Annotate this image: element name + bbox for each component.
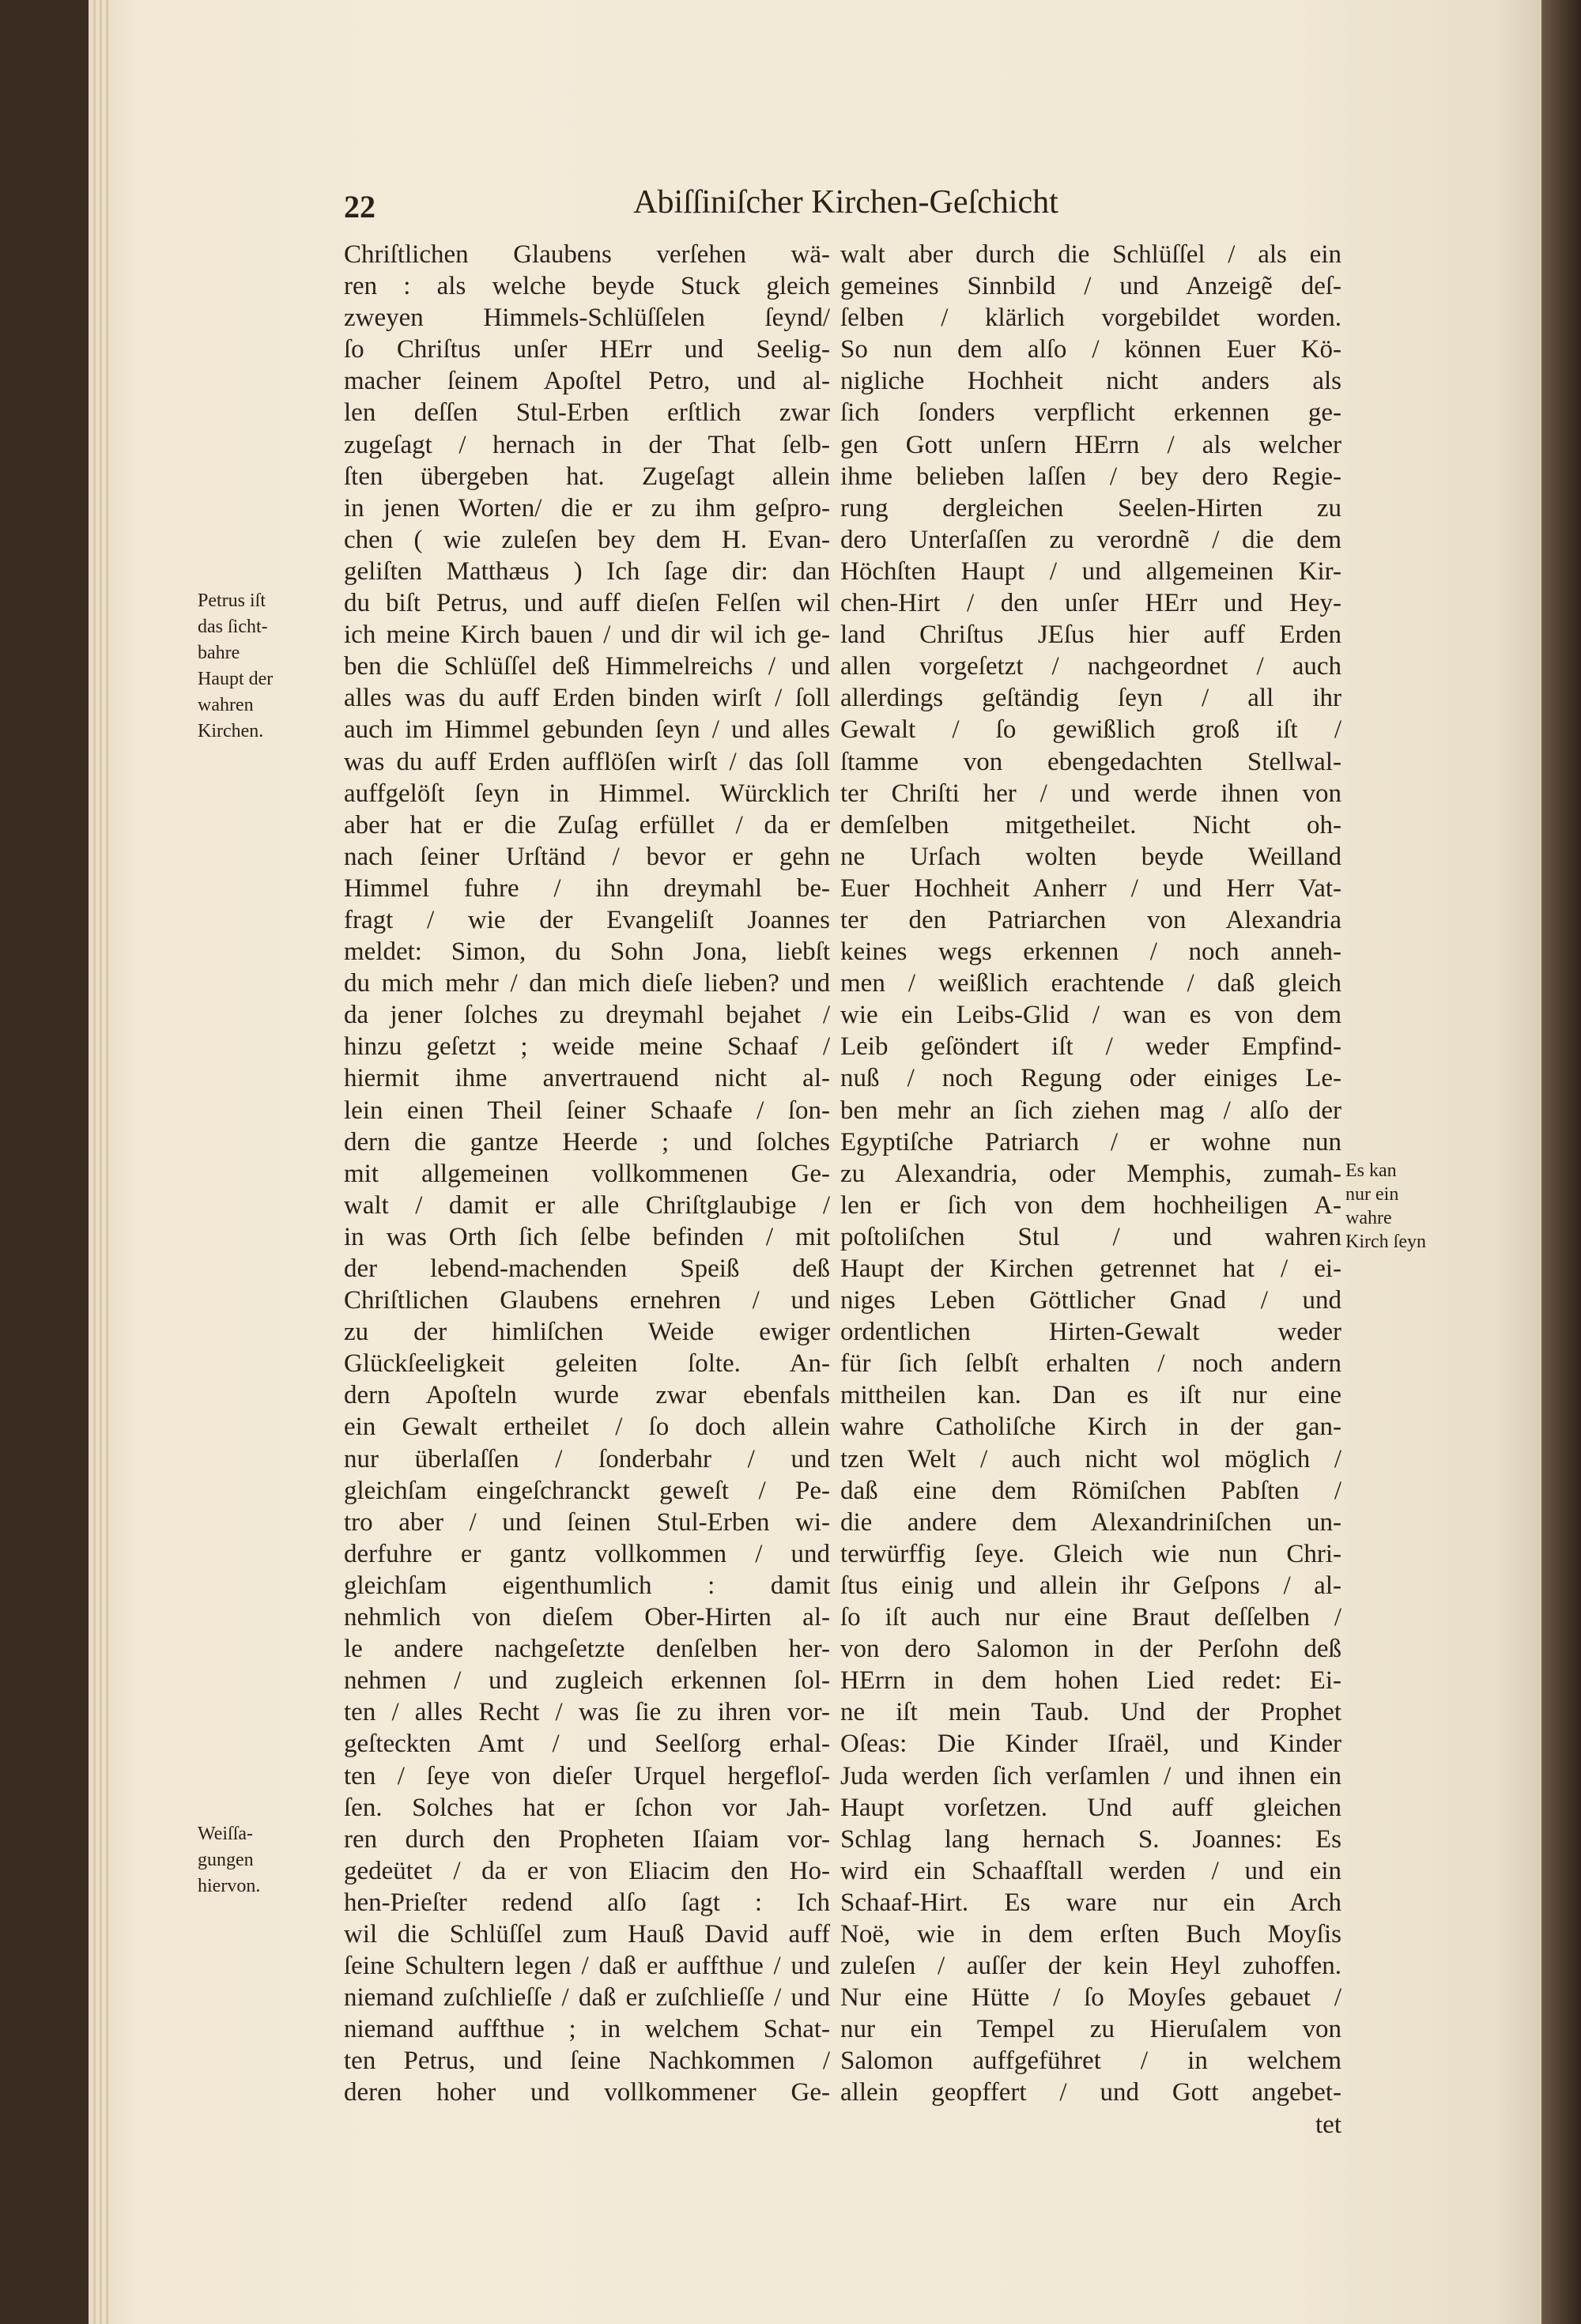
text-line: Chriſtlichen Glaubens verſehen wä-	[344, 240, 830, 269]
text-line: für ſich ſelbſt erhalten / noch andern	[840, 1349, 1341, 1379]
margin-note-kirch	[1345, 1159, 1426, 1254]
text-line: HErrn in dem hohen Lied redet: Ei-	[840, 1666, 1341, 1696]
margin-note-line: hiervon.	[198, 1876, 261, 1896]
text-line: dern Apoſteln wurde zwar ebenfals	[344, 1381, 830, 1410]
text-line: derfuhre er gantz vollkommen / und	[344, 1539, 830, 1568]
text-line: wie ein Leibs-Glid / wan es von dem	[840, 1001, 1341, 1030]
text-line: Salomon auffgeführet / in welchem	[840, 2047, 1341, 2076]
text-line: len deſſen Stul-Erben erſtlich zwar	[344, 398, 830, 428]
text-line: land Chriſtus JEſus hier auff Erden	[840, 621, 1341, 650]
text-line: lein einen Theil ſeiner Schaafe / ſon-	[344, 1096, 830, 1125]
text-line: meldet: Simon, du Sohn Jona, liebſt	[344, 938, 830, 967]
margin-note-weissagungen	[198, 1821, 260, 1900]
text-line: in jenen Worten/ die er zu ihm geſpro-	[344, 493, 830, 523]
text-line: ordentlichen Hirten-Gewalt weder	[840, 1318, 1341, 1347]
text-line: der lebend-machenden Speiß deß	[344, 1254, 830, 1283]
text-line: demſelben mitgetheilet. Nicht oh-	[840, 810, 1341, 839]
text-line: zweyen Himmels-Schlüſſelen ſeynd/	[344, 304, 830, 333]
text-line: hinzu geſetzt ; weide meine Schaaf /	[344, 1032, 830, 1062]
text-line: Haupt der Kirchen getrennet hat / ei-	[840, 1254, 1341, 1283]
text-line: mit allgemeinen vollkommenen Ge-	[344, 1159, 830, 1188]
text-line: chen-Hirt / den unſer HErr und Hey-	[840, 589, 1341, 618]
text-line: geliſten Matthæus ) Ich ſage dir: dan	[344, 556, 830, 586]
text-line: niges Leben Göttlicher Gnad / und	[840, 1286, 1341, 1315]
text-line: Gewalt / ſo gewißlich groß iſt /	[840, 715, 1341, 745]
text-line: wil die Schlüſſel zum Hauß David auff	[344, 1919, 830, 1949]
text-line: macher ſeinem Apoſtel Petro, und al-	[344, 367, 830, 396]
text-line: nehmlich von dieſem Ober-Hirten al-	[344, 1603, 830, 1632]
text-line: da jener ſolches zu dreymahl bejahet /	[344, 1001, 830, 1030]
text-line: gemeines Sinnbild / und Anzeigẽ deſ-	[840, 272, 1341, 301]
text-line: ben die Schlüſſel deß Himmelreichs / und	[344, 652, 830, 681]
text-line: in was Orth ſich ſelbe befinden / mit	[344, 1222, 830, 1251]
text-line: ſelben / klärlich vorgebildet worden.	[840, 304, 1341, 333]
page-edge	[93, 0, 96, 2324]
text-line: Schaaf-Hirt. Es ware nur ein Arch	[840, 1888, 1341, 1917]
page-edge	[106, 0, 108, 2324]
text-line: auch im Himmel gebunden ſeyn / und alles	[344, 715, 830, 745]
text-line: allen vorgeſetzt / nachgeordnet / auch	[840, 652, 1341, 681]
text-line: zu Alexandria, oder Memphis, zumah-	[840, 1159, 1341, 1188]
text-line: wird ein Schaafſtall werden / und ein	[840, 1856, 1341, 1885]
text-line: ben mehr an ſich ziehen mag / alſo der	[840, 1096, 1341, 1125]
text-line: Euer Hochheit Anherr / und Herr Vat-	[840, 873, 1341, 903]
text-line: ſen. Solches hat er ſchon vor Jah-	[344, 1793, 830, 1822]
text-line: ter Chriſti her / und werde ihnen von	[840, 779, 1341, 808]
text-line: ſo iſt auch nur eine Braut deſſelben /	[840, 1603, 1341, 1632]
text-line: zuleſen / auſſer der kein Heyl zuhoffen.	[840, 1952, 1341, 1981]
text-line: hen-Prieſter redend alſo ſagt : Ich	[344, 1888, 830, 1917]
margin-note-line: wahren	[198, 695, 254, 715]
text-line: ihme belieben laſſen / bey dero Regie-	[840, 462, 1341, 491]
text-line: ſten übergeben hat. Zugeſagt allein	[344, 462, 830, 491]
text-line: Nur eine Hütte / ſo Moyſes gebauet /	[840, 1983, 1341, 2013]
text-line: Chriſtlichen Glaubens ernehren / und	[344, 1286, 830, 1315]
text-line: du mich mehr / dan mich dieſe lieben? und	[344, 969, 830, 998]
text-line: ten / alles Recht / was ſie zu ihren vor-	[344, 1698, 830, 1727]
text-line: So nun dem alſo / können Euer Kö-	[840, 335, 1341, 364]
text-line: die andere dem Alexandriniſchen un-	[840, 1507, 1341, 1537]
left-text-column	[344, 239, 830, 2109]
text-line: len er ſich von dem hochheiligen A-	[840, 1190, 1341, 1220]
text-line: aber hat er die Zuſag erfüllet / da er	[344, 810, 830, 839]
right-text-column	[840, 239, 1341, 2141]
text-line: Schlag lang hernach S. Joannes: Es	[840, 1824, 1341, 1854]
text-line: allein geopffert / und Gott angebet-	[840, 2078, 1341, 2107]
margin-note-line: wahre	[1345, 1208, 1392, 1228]
text-line: Glückſeeligkeit geleiten ſolte. An-	[344, 1349, 830, 1379]
text-line: hiermit ihme anvertrauend nicht al-	[344, 1064, 830, 1093]
margin-note-line: gungen	[198, 1850, 254, 1870]
text-line: walt / damit er alle Chriſtglaubige /	[344, 1190, 830, 1220]
catchword: tet	[1315, 2110, 1341, 2139]
margin-note-line: Petrus iſt	[198, 590, 266, 611]
text-line: keines wegs erkennen / noch anneh-	[840, 938, 1341, 967]
text-line: ne Urſach wolten beyde Weilland	[840, 842, 1341, 871]
text-line: fragt / wie der Evangeliſt Joannes	[344, 905, 830, 934]
text-line: deren hoher und vollkommener Ge-	[344, 2078, 830, 2107]
text-line: Egyptiſche Patriarch / er wohne nun	[840, 1127, 1341, 1156]
text-line: nehmen / und zugleich erkennen ſol-	[344, 1666, 830, 1696]
text-line: gedeütet / da er von Eliacim den Ho-	[344, 1856, 830, 1885]
page-number: 22	[344, 189, 375, 224]
text-line: tro aber / und ſeinen Stul-Erben wi-	[344, 1507, 830, 1537]
text-line: geſteckten Amt / und Seelſorg erhal-	[344, 1730, 830, 1759]
margin-note-line: Haupt der	[198, 669, 274, 689]
text-line: gleichſam eigenthumlich : damit	[344, 1571, 830, 1600]
text-line: nigliche Hochheit nicht anders als	[840, 367, 1341, 396]
text-line: nuß / noch Regung oder einiges Le-	[840, 1064, 1341, 1093]
text-line: men / weißlich erachtende / daß gleich	[840, 969, 1341, 998]
text-line: ſo Chriſtus unſer HErr und Seelig-	[344, 335, 830, 364]
text-line: gleichſam eingeſchranckt geweſt / Pe-	[344, 1476, 830, 1505]
text-line: nur ein Tempel zu Hieruſalem von	[840, 2015, 1341, 2044]
text-line: tzen Welt / auch nicht wol möglich /	[840, 1444, 1341, 1473]
margin-note-line: das ſicht-	[198, 617, 268, 637]
text-line: dero Unterſaſſen zu verordnẽ / die dem	[840, 525, 1341, 554]
margin-note-line: bahre	[198, 643, 240, 663]
text-line: gen Gott unſern HErrn / als welcher	[840, 430, 1341, 459]
text-line: chen ( wie zuleſen bey dem H. Evan-	[344, 525, 830, 554]
margin-note-line: Kirch ſeyn	[1345, 1232, 1426, 1252]
text-line: ter den Patriarchen von Alexandria	[840, 905, 1341, 934]
text-line: du biſt Petrus, und auff dieſen Felſen wil	[344, 589, 830, 618]
text-line: ten Petrus, und ſeine Nachkommen /	[344, 2047, 830, 2076]
text-line: walt aber durch die Schlüſſel / als ein	[840, 240, 1341, 269]
text-line: niemand zuſchlieſſe / daß er zuſchlieſſe / und	[344, 1983, 830, 2013]
text-line: Juda werden ſich verſamlen / und ihnen ein	[840, 1761, 1341, 1790]
margin-note-line: Kirchen.	[198, 721, 264, 741]
text-line: ren durch den Propheten Iſaiam vor-	[344, 1824, 830, 1854]
text-line: rung dergleichen Seelen-Hirten zu	[840, 493, 1341, 523]
text-line: nur überlaſſen / ſonderbahr / und	[344, 1444, 830, 1473]
text-line: Höchſten Haupt / und allgemeinen Kir-	[840, 556, 1341, 586]
text-line: terwürffig ſeye. Gleich wie nun Chri-	[840, 1539, 1341, 1568]
text-line: le andere nachgeſetzte denſelben her-	[344, 1635, 830, 1664]
text-line: Noë, wie in dem erſten Buch Moyſis	[840, 1919, 1341, 1949]
text-line: niemand auffthue ; in welchem Schat-	[344, 2015, 830, 2044]
text-line: ſeine Schultern legen / daß er auffthue / und	[344, 1952, 830, 1981]
text-line: dern die gantze Heerde ; und ſolches	[344, 1127, 830, 1156]
text-line: Haupt vorſetzen. Und auff gleichen	[840, 1793, 1341, 1822]
text-line: wahre Catholiſche Kirch in der gan-	[840, 1413, 1341, 1442]
text-line: mittheilen kan. Dan es iſt nur eine	[840, 1381, 1341, 1410]
text-line: zu der himliſchen Weide ewiger	[344, 1318, 830, 1347]
text-line: poſtoliſchen Stul / und wahren	[840, 1222, 1341, 1251]
text-line: ſtus einig und allein ihr Geſpons / al-	[840, 1571, 1341, 1600]
text-line: Oſeas: Die Kinder Iſraël, und Kinder	[840, 1730, 1341, 1759]
margin-note-line: Es kan	[1345, 1160, 1397, 1181]
margin-note-line: Weiſſa-	[198, 1824, 254, 1844]
text-line: ne iſt mein Taub. Und der Prophet	[840, 1698, 1341, 1727]
text-line: auffgelöſt ſeyn in Himmel. Würcklich	[344, 779, 830, 808]
text-line: nach ſeiner Urſtänd / bevor er gehn	[344, 842, 830, 871]
text-line: daß eine dem Römiſchen Pabſten /	[840, 1476, 1341, 1505]
page-edge	[100, 0, 102, 2324]
text-line: ich meine Kirch bauen / und dir wil ich ge-	[344, 621, 830, 650]
text-line: allerdings geſtändig ſeyn / all ihr	[840, 684, 1341, 713]
text-line: ein Gewalt ertheilet / ſo doch allein	[344, 1413, 830, 1442]
text-line: ten / ſeye von dieſer Urquel hergefloſ-	[344, 1761, 830, 1790]
text-line: Leib geſöndert iſt / weder Empfind-	[840, 1032, 1341, 1062]
binding-shadow	[1541, 0, 1581, 2324]
text-line: Himmel fuhre / ihn dreymahl be-	[344, 873, 830, 903]
margin-note-line: nur ein	[1345, 1184, 1399, 1205]
running-title: Abiſſiniſcher Kirchen-Geſchicht	[633, 184, 1058, 221]
text-line: zugeſagt / hernach in der That ſelb-	[344, 430, 830, 459]
text-line: alles was du auff Erden binden wirſt / ſoll	[344, 684, 830, 713]
text-line: von dero Salomon in der Perſohn deß	[840, 1635, 1341, 1664]
text-line: ſich ſonders verpflicht erkennen ge-	[840, 398, 1341, 428]
text-line: ren : als welche beyde Stuck gleich	[344, 272, 830, 301]
margin-note-petrus	[198, 588, 273, 745]
text-line: ſtamme von ebengedachten Stellwal-	[840, 747, 1341, 776]
text-line: was du auff Erden aufflöſen wirſt / das ſoll	[344, 747, 830, 776]
